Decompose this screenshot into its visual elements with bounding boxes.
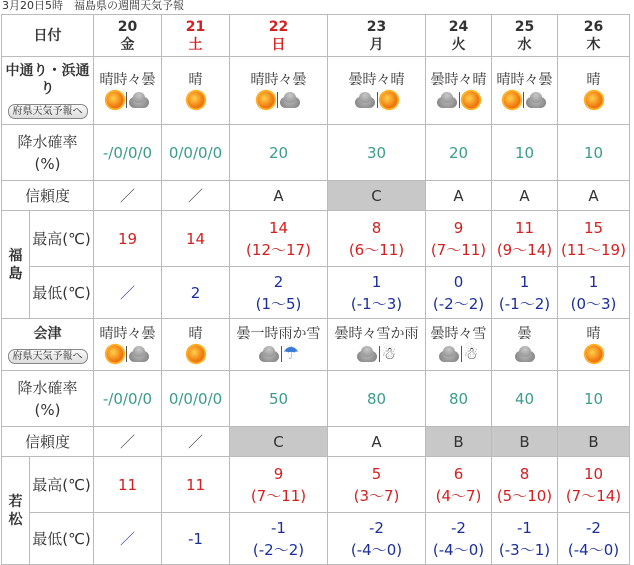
low-temp-range: (-1〜3) — [350, 294, 403, 313]
high-temp — [162, 457, 230, 513]
weather-text: 曇時々晴 — [430, 71, 487, 88]
pop-value-text: 10 — [583, 143, 604, 162]
low-temp-range: (-2〜2) — [432, 294, 485, 313]
weather-text: 晴時々曇 — [99, 325, 156, 342]
weather-icons — [230, 89, 327, 111]
weather-cell — [162, 57, 230, 125]
reliability-value — [492, 181, 558, 211]
pop-value — [328, 371, 426, 427]
day-of-week: 水 — [517, 36, 532, 53]
high-temp — [492, 211, 558, 267]
high-temp — [162, 211, 230, 267]
pop-value-text: -/0/0/0 — [102, 143, 153, 162]
region-name: 中通り・浜通り — [5, 62, 90, 97]
low-label — [30, 513, 94, 565]
day-header — [328, 15, 426, 57]
weather-cell — [230, 319, 328, 371]
day-header — [94, 15, 162, 57]
high-temp-value: 19 — [117, 229, 138, 248]
date-label — [2, 15, 94, 57]
pref-forecast-button[interactable]: 府県天気予報へ — [8, 104, 88, 119]
reliability-value-text: A — [273, 186, 284, 205]
low-temp-value: ／ — [119, 283, 135, 302]
sun-icon — [258, 91, 275, 108]
low-temp-range: (-4〜0) — [350, 540, 403, 559]
pop-value-text: 40 — [514, 389, 535, 408]
high-temp — [230, 457, 328, 513]
reliability-value-text: A — [453, 186, 464, 205]
icon-separator — [523, 92, 524, 108]
low-temp-range: (-4〜0) — [567, 540, 620, 559]
weather-icons — [426, 343, 491, 365]
pop-value — [162, 125, 230, 181]
pop-value-text: 0/0/0/0 — [168, 143, 223, 162]
high-temp — [328, 211, 426, 267]
high-temp-value: 15 — [583, 218, 604, 237]
high-temp — [492, 457, 558, 513]
high-temp-value: 11 — [185, 475, 206, 494]
low-temp — [230, 267, 328, 319]
high-temp-range: (3〜7) — [353, 486, 400, 505]
reliability-label — [2, 427, 94, 457]
cloud-icon — [279, 91, 301, 109]
weather-text: 曇時々雪 — [430, 325, 487, 342]
city-name: 福島 — [8, 247, 23, 282]
reliability-value-text: A — [519, 186, 530, 205]
sun-icon — [585, 91, 602, 108]
sun-icon — [107, 345, 124, 362]
low-temp-value: -1 — [271, 518, 286, 537]
low-temp-value: -1 — [188, 529, 203, 548]
reliability-value — [162, 181, 230, 211]
pop-unit: (%) — [34, 400, 61, 419]
reliability-value-text: C — [371, 186, 382, 205]
weather-icons — [558, 89, 629, 111]
snowman-icon: ☃ — [463, 343, 479, 364]
date-label-text: 日付 — [33, 27, 62, 44]
day-date: 24 — [448, 18, 469, 35]
low-temp-range: (-3〜1) — [498, 540, 551, 559]
day-of-week: 火 — [451, 36, 466, 53]
weather-cell — [162, 319, 230, 371]
reliability-value — [94, 427, 162, 457]
low-temp — [426, 267, 492, 319]
cloud-icon — [514, 345, 536, 363]
sun-icon — [585, 345, 602, 362]
pop-value-text: 0/0/0/0 — [168, 389, 223, 408]
high-temp — [328, 457, 426, 513]
weather-icons — [426, 89, 491, 111]
weather-icons — [558, 343, 629, 365]
reliability-value-text: B — [519, 432, 530, 451]
sun-icon — [463, 91, 480, 108]
reliability-value — [230, 181, 328, 211]
low-temp-value: 2 — [190, 283, 201, 302]
pop-value-text: 50 — [268, 389, 289, 408]
low-temp — [492, 513, 558, 565]
icon-separator — [126, 92, 127, 108]
weather-cell — [328, 319, 426, 371]
reliability-value-text: ／ — [119, 186, 135, 205]
weather-icons — [230, 343, 327, 365]
high-temp-value: 8 — [371, 218, 382, 237]
low-label — [30, 267, 94, 319]
pop-value — [230, 125, 328, 181]
high-temp-range: (6〜11) — [348, 240, 405, 259]
reliability-label-text: 信頼度 — [24, 186, 70, 205]
low-temp — [558, 513, 630, 565]
day-header — [426, 15, 492, 57]
low-temp — [94, 513, 162, 565]
weather-icons — [162, 343, 229, 365]
high-temp-value: 11 — [514, 218, 535, 237]
pop-value — [558, 371, 630, 427]
low-temp — [162, 513, 230, 565]
weather-cell — [492, 57, 558, 125]
pop-value — [230, 371, 328, 427]
low-temp-value: 0 — [453, 272, 464, 291]
pop-label-text: 降水確率 — [17, 132, 78, 151]
reliability-label — [2, 181, 94, 211]
pop-value-text: 10 — [514, 143, 535, 162]
pop-value-text: 20 — [448, 143, 469, 162]
weather-cell — [492, 319, 558, 371]
weather-icons — [162, 89, 229, 111]
low-temp-range: (-2〜2) — [252, 540, 305, 559]
cloud-icon — [525, 91, 547, 109]
pop-label — [2, 371, 94, 427]
sun-icon — [187, 345, 204, 362]
weather-text: 晴 — [586, 71, 601, 88]
high-temp — [558, 457, 630, 513]
high-temp — [558, 211, 630, 267]
reliability-value-text: ／ — [119, 432, 135, 451]
reliability-value — [230, 427, 328, 457]
pop-value — [426, 371, 492, 427]
high-temp-range: (12〜17) — [246, 240, 311, 259]
pop-value-text: 20 — [268, 143, 289, 162]
high-temp — [426, 457, 492, 513]
high-temp-range: (11〜19) — [561, 240, 626, 259]
snowman-icon: ☃ — [381, 343, 397, 364]
high-temp-value: 9 — [273, 464, 284, 483]
day-header — [162, 15, 230, 57]
high-temp-value: 14 — [268, 218, 289, 237]
day-date: 20 — [117, 18, 138, 35]
cloud-icon — [356, 345, 378, 363]
weather-text: 晴時々曇 — [250, 71, 307, 88]
high-temp-range: (7〜11) — [430, 240, 487, 259]
pop-value — [94, 371, 162, 427]
reliability-value — [162, 427, 230, 457]
reliability-value — [426, 427, 492, 457]
icon-separator — [377, 92, 378, 108]
umbrella-icon: ☂ — [282, 342, 300, 364]
low-temp-value: 1 — [519, 272, 530, 291]
low-temp-value: 2 — [273, 272, 284, 291]
cloud-icon — [354, 91, 376, 109]
pref-forecast-button[interactable]: 府県天気予報へ — [8, 349, 88, 364]
day-header — [558, 15, 630, 57]
low-temp-value: -2 — [586, 518, 601, 537]
day-of-week: 月 — [369, 36, 384, 53]
reliability-value — [328, 181, 426, 211]
high-temp-range: (5〜10) — [496, 486, 553, 505]
day-of-week: 日 — [271, 36, 286, 53]
weather-text: 晴時々曇 — [99, 71, 156, 88]
reliability-value — [558, 181, 630, 211]
pop-label-text: 降水確率 — [17, 378, 78, 397]
high-temp-range: (9〜14) — [496, 240, 553, 259]
low-temp-value: -1 — [517, 518, 532, 537]
weather-text: 晴 — [188, 71, 203, 88]
weather-cell — [94, 319, 162, 371]
icon-separator — [277, 92, 278, 108]
day-of-week: 木 — [586, 36, 601, 53]
weather-text: 晴 — [188, 325, 203, 342]
low-temp-range: (0〜3) — [570, 294, 617, 313]
reliability-value-text: B — [453, 432, 464, 451]
reliability-label-text: 信頼度 — [24, 432, 70, 451]
high-temp-value: 14 — [185, 229, 206, 248]
weather-text: 晴時々曇 — [496, 71, 553, 88]
region-name: 会津 — [33, 325, 62, 342]
reliability-value-text: ／ — [187, 186, 203, 205]
low-temp — [162, 267, 230, 319]
sun-icon — [381, 91, 398, 108]
high-temp — [426, 211, 492, 267]
high-label — [30, 457, 94, 513]
reliability-value-text: A — [371, 432, 382, 451]
high-temp-range: (7〜14) — [565, 486, 622, 505]
pop-value — [426, 125, 492, 181]
weather-cell — [230, 57, 328, 125]
reliability-value-text: B — [588, 432, 599, 451]
icon-separator — [281, 346, 282, 362]
weather-cell — [94, 57, 162, 125]
low-label-text: 最低(℃) — [32, 283, 91, 302]
weather-cell — [426, 319, 492, 371]
icon-separator — [459, 92, 460, 108]
high-temp-value: 6 — [453, 464, 464, 483]
high-temp-value: 9 — [453, 218, 464, 237]
low-temp-value: 1 — [588, 272, 599, 291]
region-cell — [2, 319, 94, 371]
low-temp — [94, 267, 162, 319]
weather-icons — [492, 89, 557, 111]
low-temp — [426, 513, 492, 565]
weather-text: 曇 — [517, 325, 532, 342]
weather-icons — [94, 343, 161, 365]
high-temp — [94, 457, 162, 513]
weather-icons — [328, 89, 425, 111]
pop-value-text: -/0/0/0 — [102, 389, 153, 408]
weather-icons — [328, 343, 425, 365]
pop-value — [162, 371, 230, 427]
sun-icon — [504, 91, 521, 108]
low-temp-range: (-4〜0) — [432, 540, 485, 559]
low-temp — [230, 513, 328, 565]
day-date: 22 — [268, 18, 289, 35]
pop-value — [558, 125, 630, 181]
weather-text: 晴 — [586, 325, 601, 342]
high-temp-value: 11 — [117, 475, 138, 494]
day-date: 21 — [185, 18, 206, 35]
weather-text: 曇時々雪か雨 — [334, 325, 419, 342]
low-temp-value: 1 — [371, 272, 382, 291]
low-label-text: 最低(℃) — [32, 529, 91, 548]
weather-icons — [492, 343, 557, 365]
sun-icon — [187, 91, 204, 108]
cloud-icon — [258, 345, 280, 363]
reliability-value — [492, 427, 558, 457]
weather-text: 曇一時雨か雪 — [236, 325, 321, 342]
day-header — [492, 15, 558, 57]
low-temp-value: -2 — [369, 518, 384, 537]
day-of-week: 金 — [120, 36, 135, 53]
pop-value — [94, 125, 162, 181]
high-temp-value: 8 — [519, 464, 530, 483]
reliability-value-text: ／ — [187, 432, 203, 451]
weather-cell — [426, 57, 492, 125]
weather-cell — [558, 57, 630, 125]
low-temp — [492, 267, 558, 319]
weather-cell — [328, 57, 426, 125]
reliability-value — [426, 181, 492, 211]
pop-value-text: 80 — [366, 389, 387, 408]
day-date: 23 — [366, 18, 387, 35]
pop-value — [492, 371, 558, 427]
reliability-value-text: A — [588, 186, 599, 205]
cloud-icon — [128, 91, 150, 109]
pop-value-text: 80 — [448, 389, 469, 408]
low-temp-range: (1〜5) — [255, 294, 302, 313]
high-temp-range: (4〜7) — [435, 486, 482, 505]
pop-label — [2, 125, 94, 181]
weather-text: 曇時々晴 — [348, 71, 405, 88]
high-temp-range: (7〜11) — [250, 486, 307, 505]
pop-value — [492, 125, 558, 181]
pop-value — [328, 125, 426, 181]
low-temp — [328, 267, 426, 319]
day-date: 26 — [583, 18, 604, 35]
icon-separator — [461, 346, 462, 362]
reliability-value — [94, 181, 162, 211]
city-cell — [2, 457, 30, 565]
low-temp-value: -2 — [451, 518, 466, 537]
high-label — [30, 211, 94, 267]
cloud-icon — [438, 345, 460, 363]
low-temp-range: (-1〜2) — [498, 294, 551, 313]
city-cell — [2, 211, 30, 319]
city-name: 若松 — [8, 493, 23, 528]
day-header — [230, 15, 328, 57]
high-temp-value: 10 — [583, 464, 604, 483]
weekly-forecast-table — [1, 14, 630, 565]
high-temp-value: 5 — [371, 464, 382, 483]
low-temp-value: ／ — [119, 529, 135, 548]
region-cell — [2, 57, 94, 125]
forecast-header: 3月20日5時 福島県の週間天気予報 — [2, 0, 184, 12]
reliability-value — [558, 427, 630, 457]
high-label-text: 最高(℃) — [32, 229, 91, 248]
cloud-icon — [128, 345, 150, 363]
pop-unit: (%) — [34, 154, 61, 173]
reliability-value-text: C — [273, 432, 284, 451]
high-temp — [230, 211, 328, 267]
icon-separator — [379, 346, 380, 362]
high-label-text: 最高(℃) — [32, 475, 91, 494]
sun-icon — [107, 91, 124, 108]
pop-value-text: 10 — [583, 389, 604, 408]
high-temp — [94, 211, 162, 267]
weather-icons — [94, 89, 161, 111]
weather-cell — [558, 319, 630, 371]
low-temp — [558, 267, 630, 319]
day-of-week: 土 — [188, 36, 203, 53]
day-date: 25 — [514, 18, 535, 35]
cloud-icon — [436, 91, 458, 109]
reliability-value — [328, 427, 426, 457]
icon-separator — [126, 346, 127, 362]
pop-value-text: 30 — [366, 143, 387, 162]
low-temp — [328, 513, 426, 565]
